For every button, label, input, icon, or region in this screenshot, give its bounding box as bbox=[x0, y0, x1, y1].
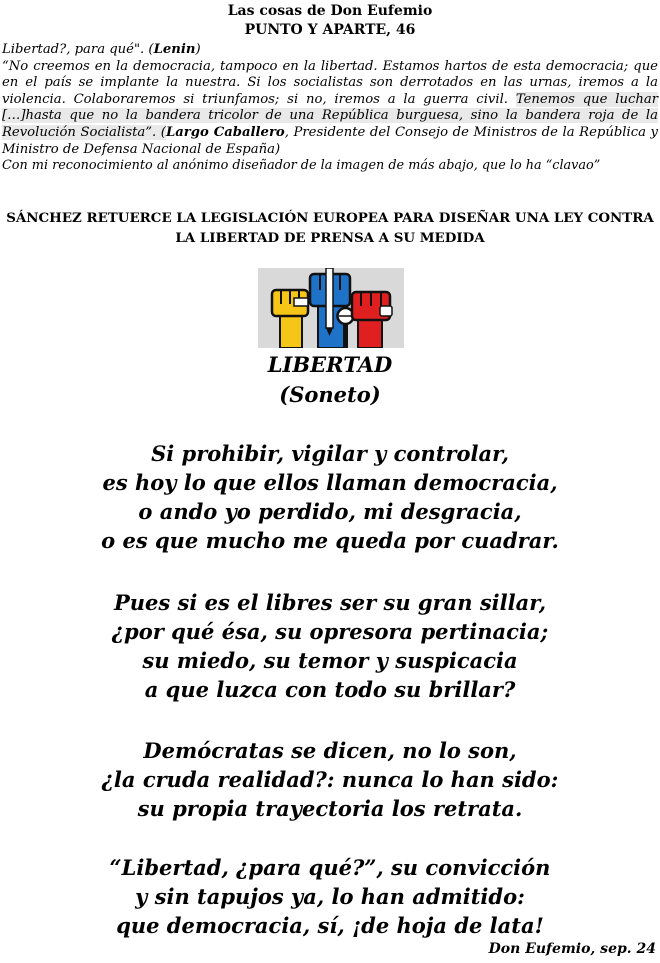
verse-line: Si prohibir, vigilar y controlar, bbox=[151, 441, 509, 466]
intro-block bbox=[2, 42, 658, 175]
verse-line: o es que mucho me queda por cuadrar. bbox=[101, 528, 559, 553]
caballero-author: Largo Caballero bbox=[165, 124, 285, 140]
verse-line: “Libertad, ¿para qué?”, su convicción bbox=[109, 855, 551, 880]
lenin-quote bbox=[2, 42, 658, 59]
lenin-quote-end: ) bbox=[195, 42, 201, 57]
verse-line: Demócratas se dicen, no lo son, bbox=[143, 738, 517, 763]
poem-subtitle: (Soneto) bbox=[279, 382, 381, 407]
raised-fists-icon bbox=[258, 268, 404, 348]
image-credit: Con mi reconocimiento al anónimo diseñador de la imagen de más abajo, que lo ha “clavao” bbox=[2, 158, 601, 174]
headline-line-2: LA LIBERTAD DE PRENSA A SU MEDIDA bbox=[175, 230, 485, 246]
caballero-role: , Presidente del Consejo de Ministros de la República y Ministro de Defensa Nacional de España) bbox=[2, 124, 658, 157]
issue-title: PUNTO Y APARTE, 46 bbox=[244, 22, 416, 38]
verse-line: su propia trayectoria los retrata. bbox=[137, 796, 523, 821]
verse-line: ¿por qué ésa, su opresora pertinacia; bbox=[111, 619, 549, 644]
verse-line: que democracia, sí, ¡de hoja de lata! bbox=[116, 913, 544, 938]
caballero-quote-highlight: Tenemos que luchar […]hasta que no la bandera tricolor de una República burguesa, sino la bandera roja de la Revolución Socialista”. ( bbox=[2, 91, 659, 140]
verse-line: o ando yo perdido, mi desgracia, bbox=[138, 499, 522, 524]
author-signature: Don Eufemio, sep. 24 bbox=[488, 941, 656, 957]
lenin-author: Lenin bbox=[153, 42, 196, 57]
series-title: Las cosas de Don Eufemio bbox=[227, 3, 433, 19]
verse-line: es hoy lo que ellos llaman democracia, bbox=[102, 470, 558, 495]
stanza-2 bbox=[0, 588, 660, 704]
stanza-4 bbox=[0, 853, 660, 940]
headline-line-1: SÁNCHEZ RETUERCE LA LEGISLACIÓN EUROPEA PARA DISEÑAR UNA LEY CONTRA bbox=[6, 210, 654, 226]
lenin-quote-text: Libertad?, para qué". ( bbox=[2, 42, 154, 57]
poem-title: LIBERTAD bbox=[267, 352, 393, 377]
caballero-quote-text: “No creemos en la democracia, tampoco en la libertad. Estamos hartos de esta democracia; que en el país se implante la nuestra. Si los socialistas son derrotados en las urnas, iremos a la violencia. Colaboraremos si triunfamos; si no, iremos a la guerra civil. bbox=[2, 58, 658, 107]
verse-line: Pues si es el libres ser su gran sillar, bbox=[113, 590, 547, 615]
verse-line: y sin tapujos ya, lo han admitido: bbox=[135, 884, 525, 909]
verse-line: ¿la cruda realidad?: nunca lo han sido: bbox=[101, 767, 559, 792]
verse-line: su miedo, su temor y suspicacia bbox=[142, 648, 518, 673]
stanza-3 bbox=[0, 736, 660, 823]
stanza-1 bbox=[0, 439, 660, 555]
verse-line: a que luzca con todo su brillar? bbox=[144, 677, 516, 702]
caballero-quote bbox=[2, 59, 658, 159]
